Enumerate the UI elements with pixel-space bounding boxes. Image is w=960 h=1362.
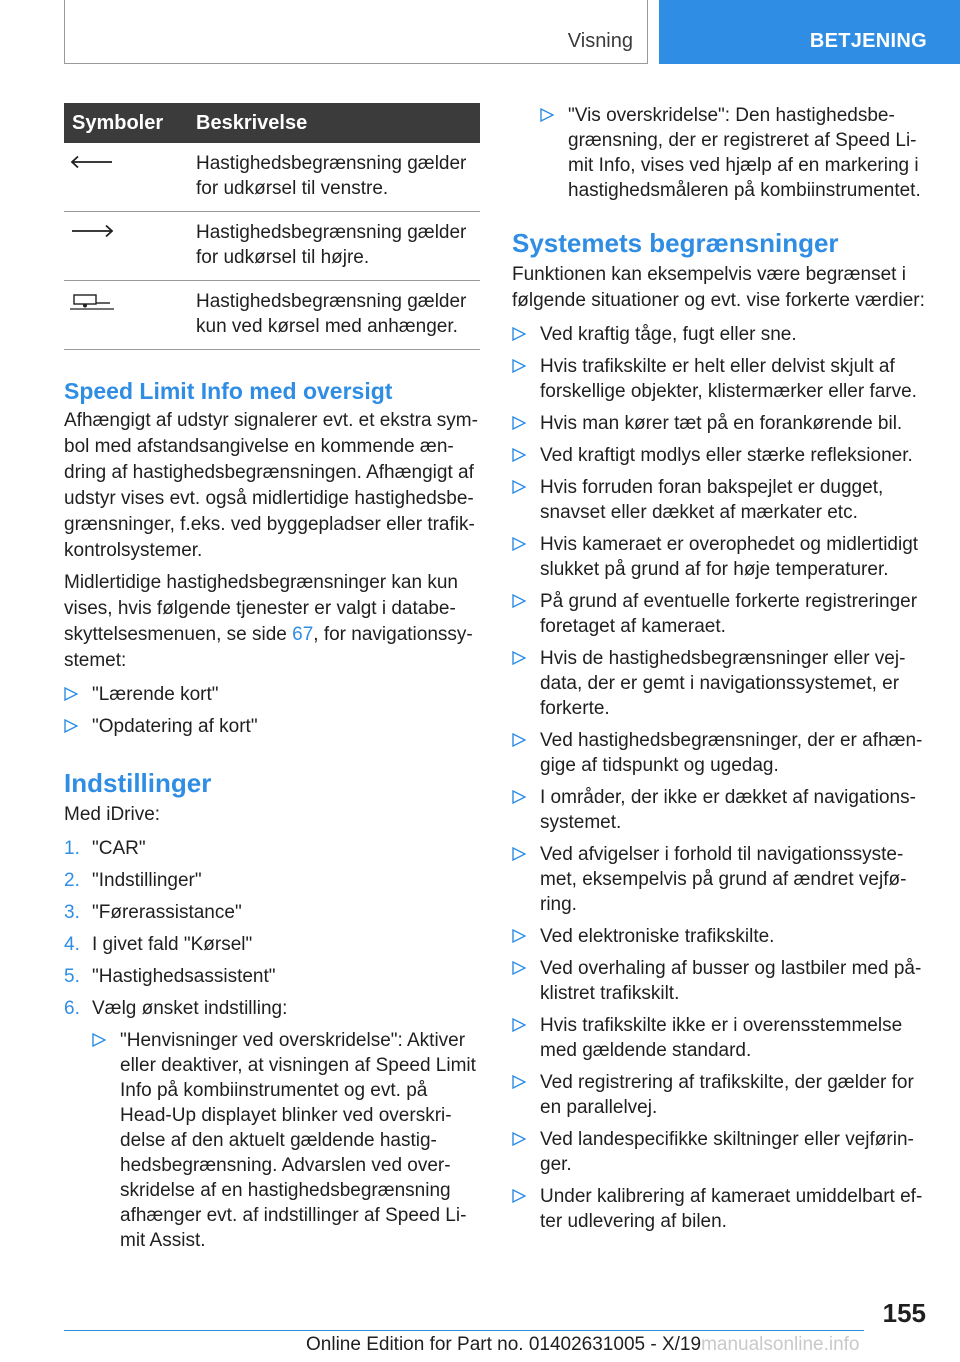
step-text: I givet fald "Kørsel" [92,934,253,955]
list-item [512,1013,928,1063]
symbol-table-header [64,103,480,143]
list-item-text: Ved afvigelser i forhold til navigationssyste-met, eksempelvis på grund af ændret vejfø-ring. [540,844,907,915]
settings-heading: Indstillinger [64,768,212,798]
triangle-bullet-icon [512,480,526,494]
setting-options-list [92,1028,480,1253]
list-item-text: Hvis forruden foran bakspejlet er dugget, snavset eller dækket af mærkater etc. [540,477,884,523]
step-text: "Indstillinger" [92,870,202,891]
triangle-bullet-icon [512,359,526,373]
step-item [64,900,480,925]
table-row [64,212,480,281]
list-item-text: På grund af eventuelle forkerte registreringer foretaget af kameraet. [540,591,918,637]
left-column [64,103,480,1260]
triangle-bullet-icon [512,448,526,462]
triangle-bullet-icon [64,719,78,733]
overview-paragraph-2-end: , for navigationssy-stemet: [64,624,473,671]
list-item-text: Hvis man kører tæt på en forankørende bil. [540,413,903,434]
list-item [512,1070,928,1120]
list-item-text: Hvis de hastighedsbegrænsninger eller vej-data, der er gemt i navigationssystemet, er forkerte. [540,648,906,719]
description-cell: Hastighedsbegrænsning gælder kun ved kørsel med anhænger. [196,281,480,350]
step-number: 2. [64,870,80,891]
list-item [64,682,480,707]
footer-rule [64,1330,864,1331]
list-item-text: Ved overhaling af busser og lastbiler med på-klistret trafikskilt. [540,958,922,1004]
right-column [512,103,928,1241]
settings-intro: Med iDrive: [64,804,161,825]
triangle-bullet-icon [512,416,526,430]
list-item-text: "Vis overskridelse": Den hastighedsbe-grænsning, der er registreret af Speed Li-mit Info, vises ved hjælp af en markering i hastighedsmåleren på kombiinstrumentet. [568,105,921,201]
services-list [64,682,480,739]
page-reference-link[interactable]: 67 [292,624,314,645]
arrow-right-icon [70,224,114,238]
list-item [512,646,928,721]
triangle-bullet-icon [512,790,526,804]
triangle-bullet-icon [512,327,526,341]
triangle-bullet-icon [540,108,554,122]
triangle-bullet-icon [512,1189,526,1203]
step-number: 6. [64,998,80,1019]
triangle-bullet-icon [512,929,526,943]
list-item [512,842,928,917]
description-cell: Hastighedsbegrænsning gælder for udkørsel til højre. [196,212,480,281]
step-text: "Førerassistance" [92,902,242,923]
triangle-bullet-icon [512,961,526,975]
triangle-bullet-icon [512,594,526,608]
list-item-text: Hvis trafikskilte ikke er i overensstemmelse med gældende standard. [540,1015,903,1061]
list-item-text: Ved kraftig tåge, fugt eller sne. [540,324,797,345]
step-text: Vælg ønsket indstilling: [92,998,288,1019]
step-number: 3. [64,902,80,923]
step-text: "Hastighedsassistent" [92,966,276,987]
list-item-text: Hvis trafikskilte er helt eller delvist skjult af forskellige objekter, klistermærker eller farve. [540,356,917,402]
triangle-bullet-icon [512,1132,526,1146]
step-item [64,868,480,893]
list-item [512,1184,928,1234]
setting-options-list-continued [540,103,928,203]
list-item-text: Ved registrering af trafikskilte, der gælder for en parallelvej. [540,1072,914,1118]
list-item-text: Ved hastighedsbegrænsninger, der er afhæn-gige af tidspunkt og ugedag. [540,730,923,776]
description-cell: Hastighedsbegrænsning gælder for udkørsel til venstre. [196,143,480,212]
footer [306,1334,860,1356]
list-item [512,785,928,835]
list-item [512,924,928,949]
table-row [64,143,480,212]
header-chapter-tab [659,0,960,64]
list-item-text: Ved elektroniske trafikskilte. [540,926,775,947]
trailer-icon [70,293,114,311]
list-item [512,589,928,639]
overview-paragraph-1: Afhængigt af udstyr signalerer evt. et ekstra sym-bol med afstandsangivelse en kommende æn-dring af hastighedsbegrænsningen. Afhængigt af udstyr vises evt. også midlertidige hastighedsbe-grænsninger, f.eks. ved byggepladser eller trafik-kontrolsystemer. [64,410,478,561]
list-item [512,354,928,404]
list-item [540,103,928,203]
list-item-text: Under kalibrering af kameraet umiddelbart ef-ter udlevering af bilen. [540,1186,923,1232]
symbol-cell [64,143,196,212]
symbol-cell [64,281,196,350]
footer-text: Online Edition for Part no. 01402631005 - X/19 [306,1334,702,1355]
arrow-left-icon [70,155,114,169]
triangle-bullet-icon [512,1018,526,1032]
limits-heading: Systemets begrænsninger [512,228,839,258]
triangle-bullet-icon [512,733,526,747]
step-text: "CAR" [92,838,146,859]
step-item [64,836,480,861]
triangle-bullet-icon [92,1033,106,1047]
step-item [64,964,480,989]
step-item [64,996,480,1253]
page-number: 155 [882,1298,926,1328]
list-item [512,956,928,1006]
list-item [64,714,480,739]
list-item-text: Ved landespecifikke skiltninger eller vejførin-ger. [540,1129,914,1175]
triangle-bullet-icon [512,537,526,551]
list-item-text: "Opdatering af kort" [92,716,258,737]
overview-paragraph-2 [64,570,480,674]
step-number: 1. [64,838,80,859]
symbol-table-col-description: Beskrivelse [196,103,480,143]
list-item-text: Ved kraftigt modlys eller stærke refleksioner. [540,445,913,466]
symbol-table-col-symbols: Symboler [64,103,196,143]
list-item [512,322,928,347]
limits-intro: Funktionen kan eksempelvis være begrænset i følgende situationer og evt. vise forkerte værdier: [512,264,925,311]
symbol-table [64,103,480,350]
list-item [512,443,928,468]
header-section-box [64,0,648,64]
symbol-cell [64,212,196,281]
table-row [64,281,480,350]
list-item [512,1127,928,1177]
list-item-text: "Lærende kort" [92,684,219,705]
settings-steps [64,836,480,1253]
list-item [512,475,928,525]
triangle-bullet-icon [64,687,78,701]
triangle-bullet-icon [512,847,526,861]
header-section-label: Visning [567,30,633,52]
step-number: 4. [64,934,80,955]
list-item-text: "Henvisninger ved overskridelse": Aktiver eller deaktiver, at visningen af Speed Limit Info på kombiinstrumentet og evt. på Head-Up displayet blinker ved overskri-delse af den aktuelt gældende hastig-hedsbegrænsning. Advarslen ved over-skridelse af en hastighedsbegrænsning afhænger evt. af indstillinger af Speed Li-mit Assist. [120,1030,476,1251]
overview-paragraph-2-text: Midlertidige hastighedsbegrænsninger kan kun vises, hvis følgende tjenester er valgt i databe-skyttelsesmenuen, se side [64,572,458,645]
step-item [64,932,480,957]
list-item [512,532,928,582]
list-item [92,1028,480,1253]
list-item-text: Hvis kameraet er overophedet og midlertidigt slukket på grund af for høje temperaturer. [540,534,919,580]
triangle-bullet-icon [512,651,526,665]
watermark: manualsonline.info [701,1334,860,1355]
list-item-text: I områder, der ikke er dækket af navigations-systemet. [540,787,916,833]
step-number: 5. [64,966,80,987]
triangle-bullet-icon [512,1075,526,1089]
limits-list [512,322,928,1234]
list-item [512,411,928,436]
overview-heading: Speed Limit Info med oversigt [64,378,393,404]
list-item [512,728,928,778]
header-chapter-label: BETJENING [809,30,927,52]
